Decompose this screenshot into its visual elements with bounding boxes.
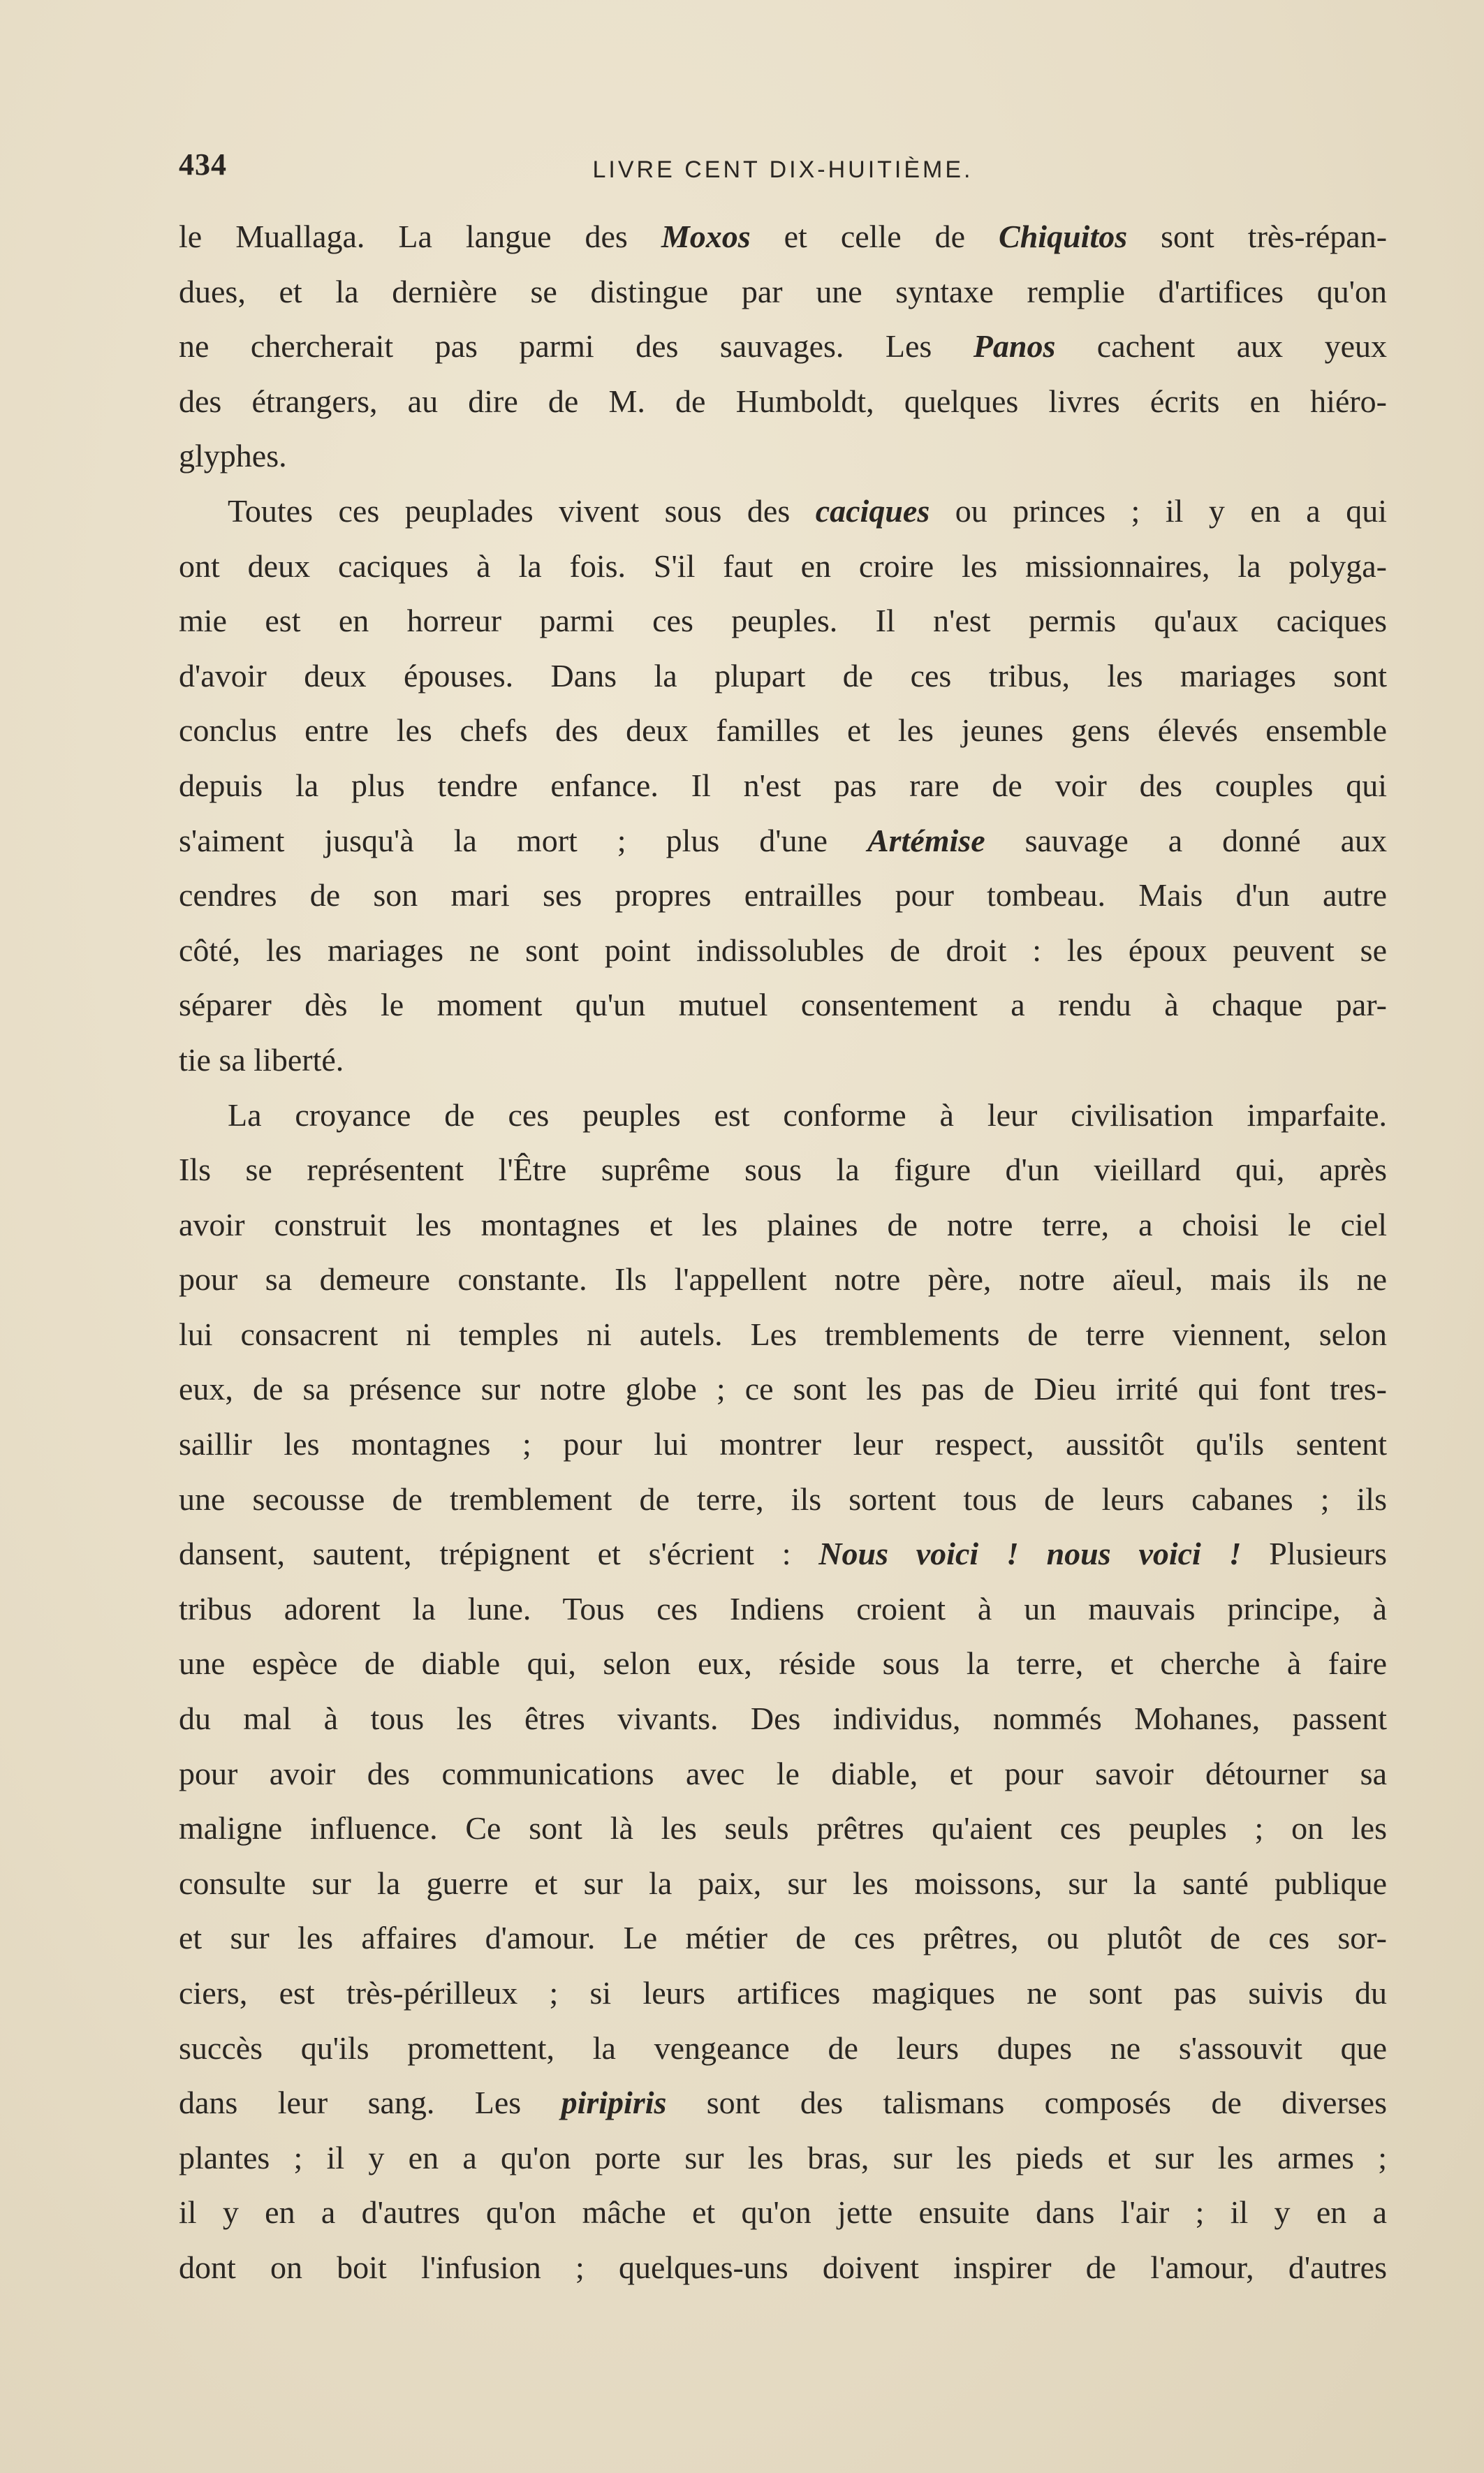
- italic-term: Nous voici ! nous voici !: [818, 1536, 1242, 1572]
- text-line: [179, 265, 1387, 320]
- text-line: [179, 2076, 1387, 2131]
- text-segment: consulte sur la guerre et sur la paix, sur les moissons, sur la santé publique: [179, 1865, 1387, 1901]
- text-segment: saillir les montagnes ; pour lui montrer leur respect, aussitôt qu'ils sentent: [179, 1426, 1387, 1462]
- text-line: [179, 1307, 1387, 1363]
- text-line: [179, 1856, 1387, 1911]
- text-line: [179, 539, 1387, 594]
- text-segment: depuis la plus tendre enfance. Il n'est pas rare de voir des couples qui: [179, 767, 1387, 803]
- text-line: [179, 319, 1387, 374]
- text-segment: côté, les mariages ne sont point indissolubles de droit : les époux peuvent se: [179, 932, 1387, 968]
- text-line: [179, 1636, 1387, 1692]
- text-line: [179, 1033, 1387, 1088]
- text-segment: La croyance de ces peuples est conforme à leur civilisation imparfaite.: [228, 1096, 1387, 1133]
- text-segment: dont on boit l'infusion ; quelques-uns doivent inspirer de l'amour, d'autres: [179, 2249, 1387, 2285]
- text-line: [179, 703, 1387, 758]
- page-number: 434: [179, 147, 227, 182]
- text-segment: conclus entre les chefs des deux familles et les jeunes gens élevés ensemble: [179, 712, 1387, 749]
- text-segment: Toutes ces peuplades vivent sous des: [228, 492, 816, 529]
- text-segment: mie est en horreur parmi ces peuples. Il n'est permis qu'aux caciques: [179, 603, 1387, 639]
- text-segment: ne chercherait pas parmi des sauvages. Les: [179, 328, 974, 365]
- text-segment: avoir construit les montagnes et les plaines de notre terre, a choisi le ciel: [179, 1206, 1387, 1242]
- italic-term: Moxos: [661, 219, 751, 254]
- text-line: [179, 1088, 1387, 1143]
- text-line: [179, 1143, 1387, 1198]
- text-segment: une espèce de diable qui, selon eux, réside sous la terre, et cherche à faire: [179, 1645, 1387, 1682]
- text-segment: dansent, sautent, trépignent et s'écrient :: [179, 1536, 819, 1572]
- text-segment: ont deux caciques à la fois. S'il faut en croire les missionnaires, la polyga-: [179, 548, 1387, 584]
- page-header: [179, 147, 1387, 189]
- text-line: [179, 1252, 1387, 1307]
- text-segment: séparer dès le moment qu'un mutuel consentement a rendu à chaque par-: [179, 987, 1387, 1023]
- text-segment: d'avoir deux épouses. Dans la plupart de ces tribus, les mariages sont: [179, 657, 1387, 694]
- text-line: [179, 2021, 1387, 2076]
- text-segment: dans leur sang. Les: [179, 2085, 561, 2121]
- text-line: [179, 484, 1387, 539]
- text-line: [179, 210, 1387, 265]
- text-segment: le Muallaga. La langue des: [179, 219, 661, 254]
- text-line: [179, 1801, 1387, 1856]
- text-line: [179, 429, 1387, 484]
- text-segment: maligne influence. Ce sont là les seuls prêtres qu'aient ces peuples ; on les: [179, 1810, 1387, 1847]
- text-segment: s'aiment jusqu'à la mort ; plus d'une: [179, 822, 867, 858]
- text-line: [179, 649, 1387, 704]
- italic-term: Chiquitos: [999, 219, 1128, 254]
- text-line: [179, 1692, 1387, 1747]
- text-line: [179, 1747, 1387, 1802]
- italic-term: caciques: [815, 492, 930, 529]
- text-line: [179, 1527, 1387, 1582]
- text-segment: cendres de son mari ses propres entrailles pour tombeau. Mais d'un autre: [179, 877, 1387, 913]
- text-line: [179, 814, 1387, 869]
- italic-term: Panos: [973, 328, 1056, 365]
- text-segment: sont très-répan-: [1127, 219, 1387, 254]
- running-title: LIVRE CENT DIX-HUITIÈME.: [592, 156, 974, 183]
- text-line: [179, 1966, 1387, 2021]
- text-segment: ciers, est très-périlleux ; si leurs artifices magiques ne sont pas suivis du: [179, 1975, 1387, 2011]
- text-segment: sont des talismans composés de diverses: [666, 2085, 1387, 2121]
- text-line: [179, 978, 1387, 1033]
- text-segment: succès qu'ils promettent, la vengeance de leurs dupes ne s'assouvit que: [179, 2030, 1387, 2066]
- text-segment: des étrangers, au dire de M. de Humboldt, quelques livres écrits en hiéro-: [179, 383, 1387, 419]
- text-line: [179, 374, 1387, 430]
- text-line: [179, 923, 1387, 978]
- text-segment: cachent aux yeux: [1055, 328, 1387, 365]
- text-segment: Plusieurs: [1241, 1536, 1387, 1572]
- text-line: [179, 1198, 1387, 1253]
- text-segment: pour avoir des communications avec le diable, et pour savoir détourner sa: [179, 1755, 1387, 1791]
- text-segment: tribus adorent la lune. Tous ces Indiens croient à un mauvais principe, à: [179, 1590, 1387, 1627]
- text-segment: il y en a d'autres qu'on mâche et qu'on jette ensuite dans l'air ; il y en a: [179, 2194, 1387, 2231]
- text-segment: une secousse de tremblement de terre, ils sortent tous de leurs cabanes ; ils: [179, 1481, 1387, 1517]
- text-segment: plantes ; il y en a qu'on porte sur les bras, sur les pieds et sur les armes ;: [179, 2139, 1387, 2175]
- italic-term: piripiris: [561, 2085, 667, 2121]
- text-line: [179, 1582, 1387, 1637]
- body-text: [179, 210, 1387, 2296]
- text-segment: et celle de: [750, 219, 999, 254]
- text-segment: pour sa demeure constante. Ils l'appellent notre père, notre aïeul, mais ils ne: [179, 1261, 1387, 1298]
- text-line: [179, 2185, 1387, 2240]
- text-line: [179, 1417, 1387, 1472]
- text-line: [179, 758, 1387, 814]
- text-segment: Ils se représentent l'Être suprême sous la figure d'un vieillard qui, après: [179, 1152, 1387, 1188]
- text-segment: sauvage a donné aux: [985, 822, 1387, 858]
- text-segment: glyphes.: [179, 438, 287, 474]
- text-line: [179, 1911, 1387, 1966]
- text-line: [179, 2240, 1387, 2296]
- text-segment: ou princes ; il y en a qui: [930, 492, 1387, 529]
- text-segment: et sur les affaires d'amour. Le métier de ces prêtres, ou plutôt de ces sor-: [179, 1920, 1387, 1956]
- text-line: [179, 868, 1387, 923]
- italic-term: Artémise: [867, 822, 985, 858]
- text-line: [179, 1472, 1387, 1527]
- text-line: [179, 594, 1387, 649]
- text-line: [179, 1362, 1387, 1417]
- text-segment: eux, de sa présence sur notre globe ; ce sont les pas de Dieu irrité qui font tres-: [179, 1371, 1387, 1407]
- text-line: [179, 2131, 1387, 2186]
- text-segment: tie sa liberté.: [179, 1041, 344, 1078]
- text-segment: lui consacrent ni temples ni autels. Les tremblements de terre viennent, selon: [179, 1316, 1387, 1352]
- text-segment: dues, et la dernière se distingue par une syntaxe remplie d'artifices qu'on: [179, 273, 1387, 309]
- text-segment: du mal à tous les êtres vivants. Des individus, nommés Mohanes, passent: [179, 1701, 1387, 1737]
